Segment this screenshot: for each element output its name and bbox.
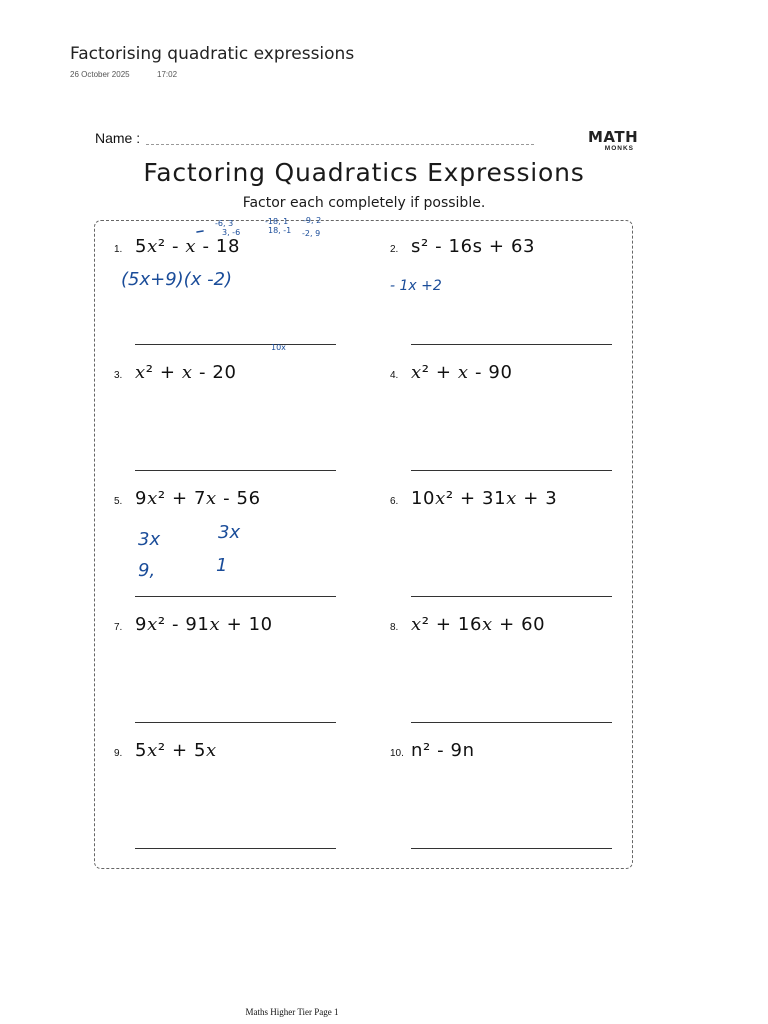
question-number: 4. bbox=[390, 370, 399, 381]
worksheet-title: Factoring Quadratics Expressions bbox=[143, 158, 585, 187]
expression-part: ² + 16 bbox=[421, 614, 483, 635]
expression-part: x bbox=[147, 740, 158, 761]
hw-q5-work-a: 3x bbox=[138, 529, 161, 550]
hw-q5-work-b: 3x bbox=[218, 522, 241, 543]
expression-part: + 60 bbox=[492, 614, 546, 635]
expression-part: x bbox=[411, 614, 422, 635]
expression-part: x bbox=[206, 488, 217, 509]
question-expression bbox=[411, 740, 475, 761]
question-expression bbox=[411, 614, 545, 635]
expression-part: x bbox=[482, 614, 493, 635]
expression-part: - 56 bbox=[216, 488, 261, 509]
answer-line[interactable] bbox=[135, 344, 336, 345]
expression-part: + 3 bbox=[516, 488, 558, 509]
expression-part: ² + 7 bbox=[157, 488, 207, 509]
page-title: Factorising quadratic expressions bbox=[70, 44, 355, 64]
hw-q1-pair-a: -6, 3 bbox=[215, 219, 234, 228]
answer-line[interactable] bbox=[135, 722, 336, 723]
logo-sub: MONKS bbox=[604, 145, 634, 152]
expression-part: x bbox=[457, 362, 469, 383]
question-4 bbox=[390, 362, 630, 486]
worksheet-subtitle: Factor each completely if possible. bbox=[242, 195, 486, 211]
expression-part: ² + bbox=[421, 362, 458, 383]
answer-line[interactable] bbox=[411, 596, 612, 597]
expression-part: ² + 31 bbox=[445, 488, 507, 509]
hw-q1-note: 10x bbox=[271, 343, 286, 352]
hw-q1-pair-c: -18, 1 bbox=[265, 217, 289, 226]
answer-line[interactable] bbox=[411, 722, 612, 723]
expression-part: 5 bbox=[135, 740, 148, 761]
question-number: 8. bbox=[390, 622, 399, 633]
note-time: 17:02 bbox=[157, 70, 178, 79]
question-6 bbox=[390, 488, 630, 612]
hw-q1-pair-f: -2, 9 bbox=[302, 229, 321, 238]
answer-line[interactable] bbox=[411, 848, 612, 849]
logo-main bbox=[588, 130, 638, 145]
name-label: Name : bbox=[95, 130, 141, 146]
name-line bbox=[146, 144, 534, 145]
hw-q1-pair-d: 18, -1 bbox=[268, 226, 292, 235]
math-monks-logo bbox=[588, 130, 638, 152]
question-number: 1. bbox=[114, 244, 123, 255]
question-number: 2. bbox=[390, 244, 399, 255]
question-expression bbox=[135, 236, 240, 257]
question-number: 3. bbox=[114, 370, 123, 381]
hw-q2-work: - 1x +2 bbox=[390, 278, 442, 294]
answer-line[interactable] bbox=[135, 848, 336, 849]
expression-part: x bbox=[181, 362, 193, 383]
question-2 bbox=[390, 236, 630, 360]
answer-line[interactable] bbox=[411, 344, 612, 345]
answer-line[interactable] bbox=[135, 470, 336, 471]
expression-part: + 10 bbox=[220, 614, 273, 635]
question-number: 6. bbox=[390, 496, 399, 507]
question-expression bbox=[135, 362, 237, 383]
expression-part: x bbox=[506, 488, 517, 509]
hw-q1-answer: (5x+9)(x -2) bbox=[121, 269, 233, 290]
expression-part: 9 bbox=[135, 614, 148, 635]
expression-part: - 90 bbox=[468, 362, 513, 383]
expression-part: ² + bbox=[145, 362, 182, 383]
expression-part: 9 bbox=[135, 488, 148, 509]
question-1 bbox=[114, 236, 354, 360]
question-expression bbox=[411, 362, 513, 383]
question-5 bbox=[114, 488, 354, 612]
expression-part: x bbox=[209, 614, 221, 635]
expression-part: n² - 9n bbox=[411, 740, 475, 761]
hw-q1-pair-b: 3, -6 bbox=[222, 228, 241, 237]
question-number: 5. bbox=[114, 496, 123, 507]
question-number: 7. bbox=[114, 622, 123, 633]
expression-part: x bbox=[185, 236, 197, 257]
question-10 bbox=[390, 740, 630, 864]
answer-line[interactable] bbox=[135, 596, 336, 597]
logo-text: MATH bbox=[588, 128, 639, 146]
expression-part: x bbox=[411, 362, 422, 383]
question-expression bbox=[135, 614, 273, 635]
expression-part: ² - bbox=[157, 236, 186, 257]
hw-q5-work-d: 1 bbox=[216, 555, 228, 576]
question-expression bbox=[411, 488, 557, 509]
question-9 bbox=[114, 740, 354, 864]
answer-line[interactable] bbox=[411, 470, 612, 471]
expression-part: s² - 16s + 63 bbox=[411, 236, 536, 257]
expression-part: 10 bbox=[411, 488, 436, 509]
question-expression bbox=[135, 488, 261, 509]
expression-part: x bbox=[135, 362, 146, 383]
expression-part: - 18 bbox=[196, 236, 240, 257]
expression-part: x bbox=[435, 488, 446, 509]
footer-page-label: Maths Higher Tier Page 1 bbox=[245, 1007, 339, 1017]
question-expression bbox=[411, 236, 535, 257]
hw-q5-work-c: 9, bbox=[138, 560, 156, 581]
expression-part: 5 bbox=[135, 236, 148, 257]
question-expression bbox=[135, 740, 217, 761]
question-8 bbox=[390, 614, 630, 738]
expression-part: ² - 91 bbox=[157, 614, 210, 635]
question-number: 10. bbox=[390, 748, 404, 759]
expression-part: x bbox=[147, 488, 158, 509]
expression-part: x bbox=[147, 236, 158, 257]
question-number: 9. bbox=[114, 748, 123, 759]
note-date: 26 October 2025 bbox=[70, 70, 130, 79]
expression-part: - 20 bbox=[192, 362, 237, 383]
hw-q1-pair-e: -9, 2 bbox=[303, 216, 322, 225]
expression-part: x bbox=[147, 614, 158, 635]
expression-part: ² + 5 bbox=[157, 740, 207, 761]
question-7 bbox=[114, 614, 354, 738]
question-3 bbox=[114, 362, 354, 486]
expression-part: x bbox=[206, 740, 217, 761]
